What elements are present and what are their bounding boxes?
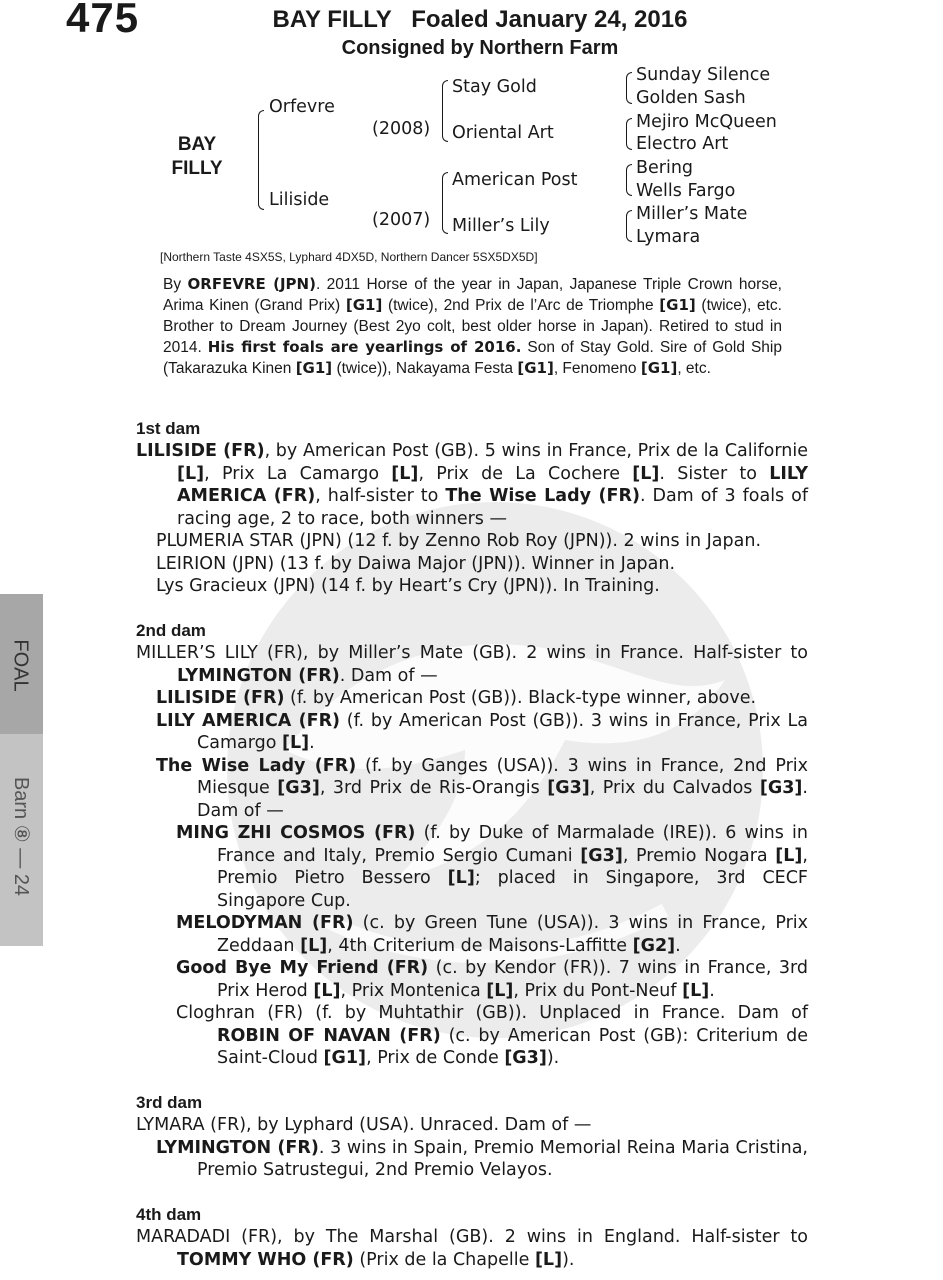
text: , Prix du Pont-Neuf (513, 980, 683, 1001)
text: . Dam of 3 foals of racing age, 2 to race, both winners — (177, 486, 808, 529)
pedigree-gp-1: Stay Gold (452, 77, 537, 97)
grade: [L] (682, 980, 710, 1001)
horse-name: LILISIDE (FR) (136, 441, 265, 461)
pedigree-gp-2: Oriental Art (452, 123, 554, 143)
barn-position: 24 (10, 873, 33, 897)
barn-separator: — (10, 848, 33, 869)
inbreeding-note: [Northern Taste 4SX5S, Lyphard 4DX5D, Northern Dancer 5SX5DX5D] (160, 250, 538, 264)
grade: [L] (177, 463, 205, 484)
horse-name: Good Bye My Friend (FR) (176, 958, 429, 978)
horse-name: ROBIN OF NAVAN (FR) (217, 1025, 441, 1046)
pedigree-ggp-3: Mejiro McQueen (636, 112, 777, 132)
pedigree-brace-g4 (626, 210, 632, 242)
text: , 4th Criterium de Maisons-Laffitte (327, 935, 633, 956)
grade: [G1] (517, 359, 554, 378)
second-dam-section (136, 620, 808, 1070)
grade: [G1] (640, 359, 678, 378)
pedigree-horse (162, 133, 232, 181)
horse-name: The Wise Lady (FR) (156, 755, 357, 776)
lot-number: 475 (66, 0, 140, 41)
pedigree-sire: Orfevre (269, 97, 335, 117)
foal-tab[interactable] (0, 594, 43, 734)
text: . Dam of — (339, 665, 438, 686)
pedigree-sire-year: (2008) (372, 119, 431, 139)
horse-name: LYMINGTON (FR) (156, 1137, 319, 1158)
text: . (709, 980, 715, 1001)
fourth-dam-section (136, 1204, 808, 1271)
grade: [L] (391, 463, 419, 484)
pedigree-brace-main (258, 110, 264, 210)
produce-ming-zhi-cosmos (136, 822, 808, 912)
pedigree-horse-line-2: FILLY (171, 158, 223, 179)
horse-name: LILY AMERICA (FR) (177, 463, 808, 506)
produce-lily-america (136, 710, 808, 755)
text: , Prix La Camargo (204, 463, 392, 484)
third-dam-text: LYMARA (FR), by Lyphard (USA). Unraced. Dam of — (136, 1115, 592, 1135)
pedigree-ggp-1: Sunday Silence (636, 65, 771, 85)
barn-tab-label (9, 777, 34, 896)
third-dam-heading: 3rd dam (136, 1093, 203, 1112)
produce-liliside (136, 687, 808, 710)
produce-melodyman (136, 912, 808, 957)
pedigree-ggp-4: Electro Art (636, 134, 729, 154)
horse-name: The Wise Lady (FR) (445, 486, 640, 506)
foal-line: Lys Gracieux (JPN) (14 f. by Heart’s Cry (JPN)). In Training. (156, 576, 660, 596)
text: MILLER’S LILY (FR), by Miller’s Mate (GB). 2 wins in France. Half-sister to (136, 643, 808, 663)
first-dam-heading: 1st dam (136, 419, 201, 438)
produce-good-bye-my-friend (136, 957, 808, 1002)
text: (f. by American Post (GB)). Black-type winner, above. (284, 688, 757, 708)
text: . 2011 Horse of the year in Japan, Japanese Triple Crown horse, Arima Kinen (Grand Prix) (163, 276, 782, 315)
pedigree-ggp-2: Golden Sash (636, 88, 746, 108)
text: (twice)), Nakayama Festa (332, 360, 518, 378)
third-dam-section (136, 1092, 808, 1182)
text: (f. by American Post (GB)). 3 wins in France, Prix La Camargo (197, 710, 808, 753)
produce-lymington (136, 1137, 808, 1182)
horse-name: MING ZHI COSMOS (FR) (176, 823, 416, 843)
text: , 3rd Prix de Ris-Orangis (319, 778, 548, 798)
grade: [G3] (277, 778, 320, 798)
sire-paragraph (163, 274, 782, 379)
foal-tab-label: FOAL (9, 639, 32, 692)
text: (c. by Green Tune (USA)). 3 wins in France, Prix Zeddaan (217, 913, 808, 956)
text: (c. by American Post (GB): Criterium de Saint-Cloud (217, 1025, 808, 1068)
produce-wise-lady (136, 755, 808, 823)
pedigree-gp-3: American Post (452, 170, 578, 190)
text: . (675, 935, 681, 956)
first-dam-section (136, 418, 808, 598)
pedigree-brace-sire (442, 80, 448, 142)
grade: [L] (281, 733, 310, 753)
pedigree-ggp-6: Wells Fargo (636, 181, 736, 201)
text: , Premio Nogara (622, 845, 776, 866)
pedigree-gp-4: Miller’s Lily (452, 216, 550, 236)
text: (twice), 2nd Prix de l’Arc de Triomphe (382, 297, 660, 315)
text: , by American Post (GB). 5 wins in France, Prix de la Californie (264, 441, 808, 461)
pedigree-brace-g2 (626, 118, 632, 150)
text: , Fenomeno (553, 360, 641, 378)
grade: [L] (300, 935, 328, 956)
grade: [L] (775, 845, 803, 866)
horse-name: LILISIDE (FR) (156, 688, 285, 708)
barn-label: Barn (10, 776, 33, 820)
grade: [L] (486, 980, 514, 1001)
text: ). (562, 1249, 575, 1270)
grade: [G1] (295, 359, 333, 378)
first-dam-text (136, 440, 808, 530)
grade: [L] (632, 463, 660, 484)
foal-line: PLUMERIA STAR (JPN) (12 f. by Zenno Rob Roy (JPN)). 2 wins in Japan. (156, 531, 762, 551)
second-dam-text (136, 642, 808, 687)
text: , Premio Pietro Bessero (217, 845, 808, 888)
page-title: BAY FILLY Foaled January 24, 2016 (272, 6, 688, 33)
grade: [G1] (323, 1048, 367, 1068)
text: (Prix de la Chapelle (353, 1249, 535, 1270)
pedigree-ggp-7: Miller’s Mate (636, 204, 748, 224)
text: By (163, 276, 188, 293)
pedigree-brace-g3 (626, 164, 632, 196)
barn-number: ⑧ (10, 824, 33, 843)
text: Son of Stay Gold. Sire of Gold Ship (Takarazuka Kinen (163, 338, 782, 378)
grade: [L] (447, 868, 475, 888)
text: (f. by Duke of Marmalade (IRE)). 6 wins in France and Italy, Premio Sergio Cumani (217, 823, 808, 866)
text: MARADADI (FR), by The Marshal (GB). 2 wins in England. Half-sister to (136, 1227, 808, 1247)
pedigree-brace-g1 (626, 72, 632, 104)
highlight: His first foals are yearlings of 2016. (207, 337, 522, 356)
grade: [L] (313, 980, 341, 1001)
grade: [L] (534, 1249, 563, 1270)
text: Cloghran (FR) (f. by Muhtathir (GB)). Unplaced in France. Dam of (176, 1003, 808, 1023)
text: (f. by Ganges (USA)). 3 wins in France, 2nd Prix Miesque (197, 755, 808, 798)
horse-name: LILY AMERICA (FR) (156, 710, 341, 731)
text: , etc. (677, 360, 711, 378)
text: . Sister to (659, 463, 770, 484)
horse-name: MELODYMAN (FR) (176, 913, 354, 933)
text: , Prix du Calvados (589, 778, 760, 798)
horse-name: LYMINGTON (FR) (177, 665, 340, 686)
pedigree-horse-line-1: BAY (177, 134, 217, 155)
grade: [G3] (504, 1048, 547, 1068)
grade: [G3] (580, 845, 623, 866)
grade: [G3] (547, 778, 590, 798)
text: , Prix de La Cochere (418, 463, 633, 484)
grade: [G1] (345, 296, 383, 315)
text: ). (546, 1048, 560, 1068)
pedigree-brace-dam (442, 172, 448, 234)
text: , half-sister to (315, 486, 446, 506)
text: . Dam of — (197, 778, 808, 821)
pedigree-dam: Liliside (269, 190, 330, 210)
grade: [G2] (632, 935, 676, 956)
grade: [G3] (759, 778, 803, 798)
horse-name: TOMMY WHO (FR) (177, 1249, 354, 1270)
sire-name: ORFEVRE (JPN) (187, 275, 316, 293)
text: . (309, 733, 315, 753)
text: (c. by Kendor (FR)). 7 wins in France, 3rd Prix Herod (217, 958, 808, 1001)
barn-tab[interactable] (0, 734, 43, 946)
text: (twice), etc. Brother to Dream Journey (Best 2yo colt, best older horse in Japan). Retired to stud in 2014. (163, 297, 782, 356)
consignor: Consigned by Northern Farm (341, 37, 619, 59)
pedigree-ggp-8: Lymara (636, 227, 701, 247)
pedigree-ggp-5: Bering (636, 158, 694, 178)
foal-line: LEIRION (JPN) (13 f. by Daiwa Major (JPN)). Winner in Japan. (156, 553, 676, 574)
pedigree-dam-year: (2007) (372, 210, 431, 230)
text: , Prix Montenica (340, 980, 487, 1001)
text: . 3 wins in Spain, Premio Memorial Reina Maria Cristina, Premio Satrustegui, 2nd Premio Velayos. (197, 1137, 808, 1180)
second-dam-heading: 2nd dam (136, 621, 206, 640)
produce-cloghran (136, 1002, 808, 1070)
fourth-dam-heading: 4th dam (136, 1205, 202, 1224)
text: , Prix de Conde (366, 1048, 505, 1068)
fourth-dam-text (136, 1226, 808, 1271)
grade: [G1] (659, 296, 696, 315)
text: ; placed in Singapore, 3rd CECF Singapore Cup. (217, 868, 808, 911)
